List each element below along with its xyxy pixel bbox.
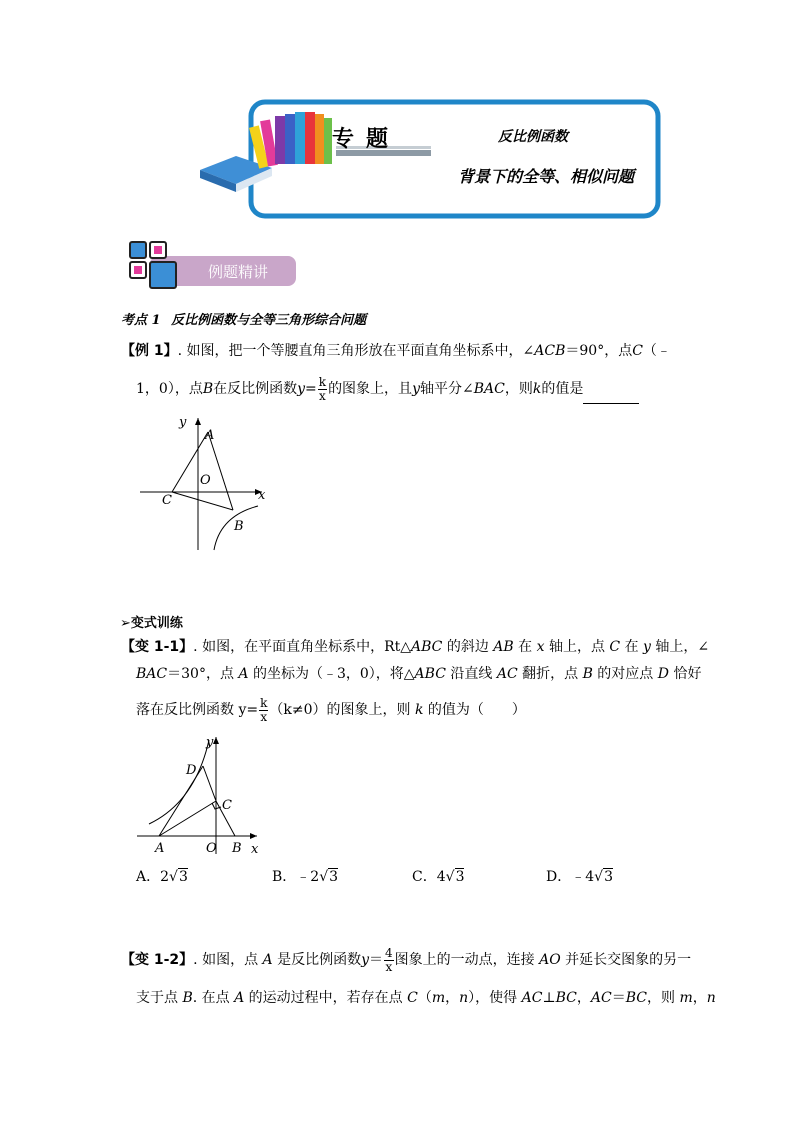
example1-text: 1，0），点 <box>136 381 203 397</box>
fraction-numerator: k <box>318 374 327 389</box>
label-o: O <box>206 841 217 856</box>
v1-fraction <box>259 697 268 724</box>
v2-var: m <box>431 990 446 1006</box>
v2-var: AO <box>539 952 561 968</box>
header-banner <box>196 98 666 222</box>
fraction-denominator: x <box>385 959 393 974</box>
v1-var: k <box>414 702 424 718</box>
sqrt-symbol: √ <box>319 869 329 885</box>
v2-var: AC <box>590 990 612 1006</box>
kaodian-label: 考点 1 <box>121 313 161 328</box>
v1-var: AC <box>496 666 518 682</box>
example1-text: 的值是 <box>541 381 584 397</box>
v1-text: 的斜边 <box>442 639 494 655</box>
example1-text: （﹣ <box>642 343 671 359</box>
figure1 <box>130 410 280 555</box>
v2-text: . 在点 <box>192 990 235 1006</box>
v1-text: 翻折，点 <box>517 666 583 682</box>
option-radicand: 3 <box>178 869 188 885</box>
v1-line3 <box>136 695 526 725</box>
label-a: A <box>205 428 215 443</box>
v2-text: （ <box>417 990 432 1006</box>
segment-ac <box>159 801 216 836</box>
v1-text: 的值为（ ） <box>423 702 526 718</box>
v1-var: B <box>582 666 593 682</box>
v2-line2 <box>136 988 716 1008</box>
example1-text: 在反比例函数 <box>213 381 298 397</box>
v1-var: A <box>238 666 249 682</box>
y-axis-arrow <box>213 737 219 744</box>
v1-tag: 【变 1-1】 <box>121 639 194 655</box>
v1-line1 <box>121 637 709 657</box>
section-badge-label: 例题精讲 <box>208 263 269 281</box>
v1-text: 轴上，∠ <box>650 639 710 655</box>
option-radicand: 3 <box>329 869 339 885</box>
header-topic-line2: 背景下的全等、相似问题 <box>458 167 635 186</box>
option-letter: D． <box>546 869 572 885</box>
v2-tag: 【变 1-2】 <box>121 952 194 968</box>
label-c: C <box>162 493 172 508</box>
v1-var: D <box>657 666 669 682</box>
v1-var: ABC <box>411 639 443 655</box>
option-coef: 4 <box>585 869 595 885</box>
example1-text: 轴平分∠ <box>419 381 474 397</box>
v2-text: ， <box>445 990 460 1006</box>
squares-icon <box>130 242 176 288</box>
label-x: x <box>251 842 259 857</box>
option-b[interactable] <box>272 867 338 887</box>
v2-var: y <box>361 952 370 968</box>
v2-var: n <box>459 990 469 1006</box>
x-axis-arrow <box>250 833 257 839</box>
label-c: C <box>222 798 232 813</box>
v1-var: x <box>536 639 545 655</box>
v2-text: 并延长交图象的另一 <box>560 952 692 968</box>
option-sign: ﹣ <box>571 869 586 885</box>
example1-var: BAC <box>473 381 505 397</box>
example1-text: = <box>305 381 317 397</box>
v1-text: 的对应点 <box>592 666 658 682</box>
label-b: B <box>234 519 244 534</box>
example1-var: y <box>412 381 420 397</box>
label-b: B <box>232 841 242 856</box>
v2-var: BC <box>625 990 647 1006</box>
section-badge <box>126 238 298 292</box>
example1-text: ＝90°，点 <box>565 343 633 359</box>
v2-text: ），使得 <box>468 990 522 1006</box>
v1-line2 <box>136 664 701 684</box>
v1-text: . 如图，在平面直角坐标系中，Rt△ <box>193 639 412 655</box>
option-a[interactable] <box>136 867 188 887</box>
v1-var: C <box>609 639 621 655</box>
option-radicand: 3 <box>455 869 465 885</box>
sqrt-symbol: √ <box>169 869 178 885</box>
segment-ab <box>208 432 233 510</box>
example1-tag: 【例 1】 <box>121 343 178 359</box>
example1-line2 <box>136 374 639 404</box>
example1-line1 <box>121 341 671 361</box>
option-radicand: 3 <box>604 869 613 885</box>
v2-fraction <box>384 947 394 974</box>
header-zhuanti-1: 专 <box>332 126 355 152</box>
figure2 <box>135 732 270 857</box>
option-coef: 4 <box>436 869 446 885</box>
v1-var: ABC <box>414 666 446 682</box>
example1-angle: ∠ACB <box>522 343 566 359</box>
fraction-numerator: 4 <box>385 945 393 960</box>
v2-text: ＝ <box>611 990 626 1006</box>
v1-text: 恰好 <box>669 666 702 682</box>
example1-point: C <box>632 343 643 359</box>
header-topic-line1: 反比例函数 <box>498 129 568 145</box>
variant-heading <box>120 614 183 634</box>
option-d[interactable] <box>546 867 613 887</box>
v2-text: ， <box>576 990 591 1006</box>
example1-text: 的图象上，且 <box>328 381 413 397</box>
variant-title: 变式训练 <box>130 616 183 631</box>
v2-var: BC <box>555 990 577 1006</box>
label-a: A <box>155 841 165 856</box>
v1-text: ＝30°，点 <box>167 666 239 682</box>
fraction-numerator: k <box>260 695 268 710</box>
v1-text: 的坐标为（﹣3，0），将△ <box>248 666 415 682</box>
v2-text: 支于点 <box>136 990 183 1006</box>
y-axis-arrow <box>195 418 201 425</box>
v1-var: AB <box>493 639 514 655</box>
option-letter: C． <box>412 869 437 885</box>
option-coef: 2 <box>160 869 170 885</box>
example1-text: ，则 <box>504 381 533 397</box>
v2-text: ＝ <box>369 952 384 968</box>
fraction-denominator: x <box>319 388 326 403</box>
header-zhuanti-2: 题 <box>366 126 389 152</box>
v2-text: 是反比例函数 <box>272 952 362 968</box>
example1-point: B <box>202 381 214 397</box>
v1-text: 轴上，点 <box>544 639 610 655</box>
v2-text: ， <box>692 990 707 1006</box>
kaodian-title: 反比例函数与全等三角形综合问题 <box>171 313 367 328</box>
example1-text: . 如图，把一个等腰直角三角形放在平面直角坐标系中， <box>177 343 523 359</box>
v2-text: ，则 <box>646 990 680 1006</box>
example1-var: y <box>297 381 306 397</box>
example1-fraction <box>318 376 327 403</box>
option-sign: ﹣ <box>296 869 311 885</box>
v2-var: A <box>234 990 245 1006</box>
arrow-icon: ➢ <box>120 616 131 631</box>
v1-text: （k≠0）的图象上，则 <box>269 702 415 718</box>
v2-text: 的运动过程中，若存在点 <box>244 990 408 1006</box>
v2-var: C <box>407 990 418 1006</box>
label-y: y <box>179 415 187 430</box>
v1-var: y <box>643 639 651 655</box>
v2-var: n <box>706 990 716 1006</box>
label-d: D <box>186 763 197 778</box>
v1-text: 沿直线 <box>445 666 497 682</box>
sqrt-symbol: √ <box>594 869 604 885</box>
fraction-denominator: x <box>260 709 268 724</box>
v1-text: 在 <box>620 639 644 655</box>
v2-var: m <box>679 990 693 1006</box>
sqrt-symbol: √ <box>445 869 455 885</box>
answer-blank <box>583 389 639 404</box>
option-letter: A． <box>136 869 161 885</box>
v2-text: ⊥ <box>542 990 556 1006</box>
option-letter: B． <box>272 869 297 885</box>
v1-var: BAC <box>136 666 168 682</box>
v2-line1 <box>121 945 691 975</box>
segment-dc <box>203 766 216 801</box>
label-x: x <box>258 488 266 503</box>
label-y: y <box>206 735 214 750</box>
kaodian-heading <box>121 311 366 331</box>
option-coef: 2 <box>310 869 320 885</box>
v1-text: 在 <box>513 639 537 655</box>
v1-text: 落在反比例函数 y= <box>136 702 259 718</box>
segment-cb <box>172 492 233 510</box>
label-o: O <box>200 473 211 488</box>
option-c[interactable] <box>412 867 464 887</box>
v2-text: . 如图，点 <box>193 952 263 968</box>
banner-graphic <box>196 98 666 222</box>
example1-var: k <box>532 381 542 397</box>
v2-var: AC <box>521 990 543 1006</box>
v2-var: B <box>182 990 193 1006</box>
v2-var: A <box>262 952 273 968</box>
v2-text: 图象上的一动点，连接 <box>394 952 540 968</box>
